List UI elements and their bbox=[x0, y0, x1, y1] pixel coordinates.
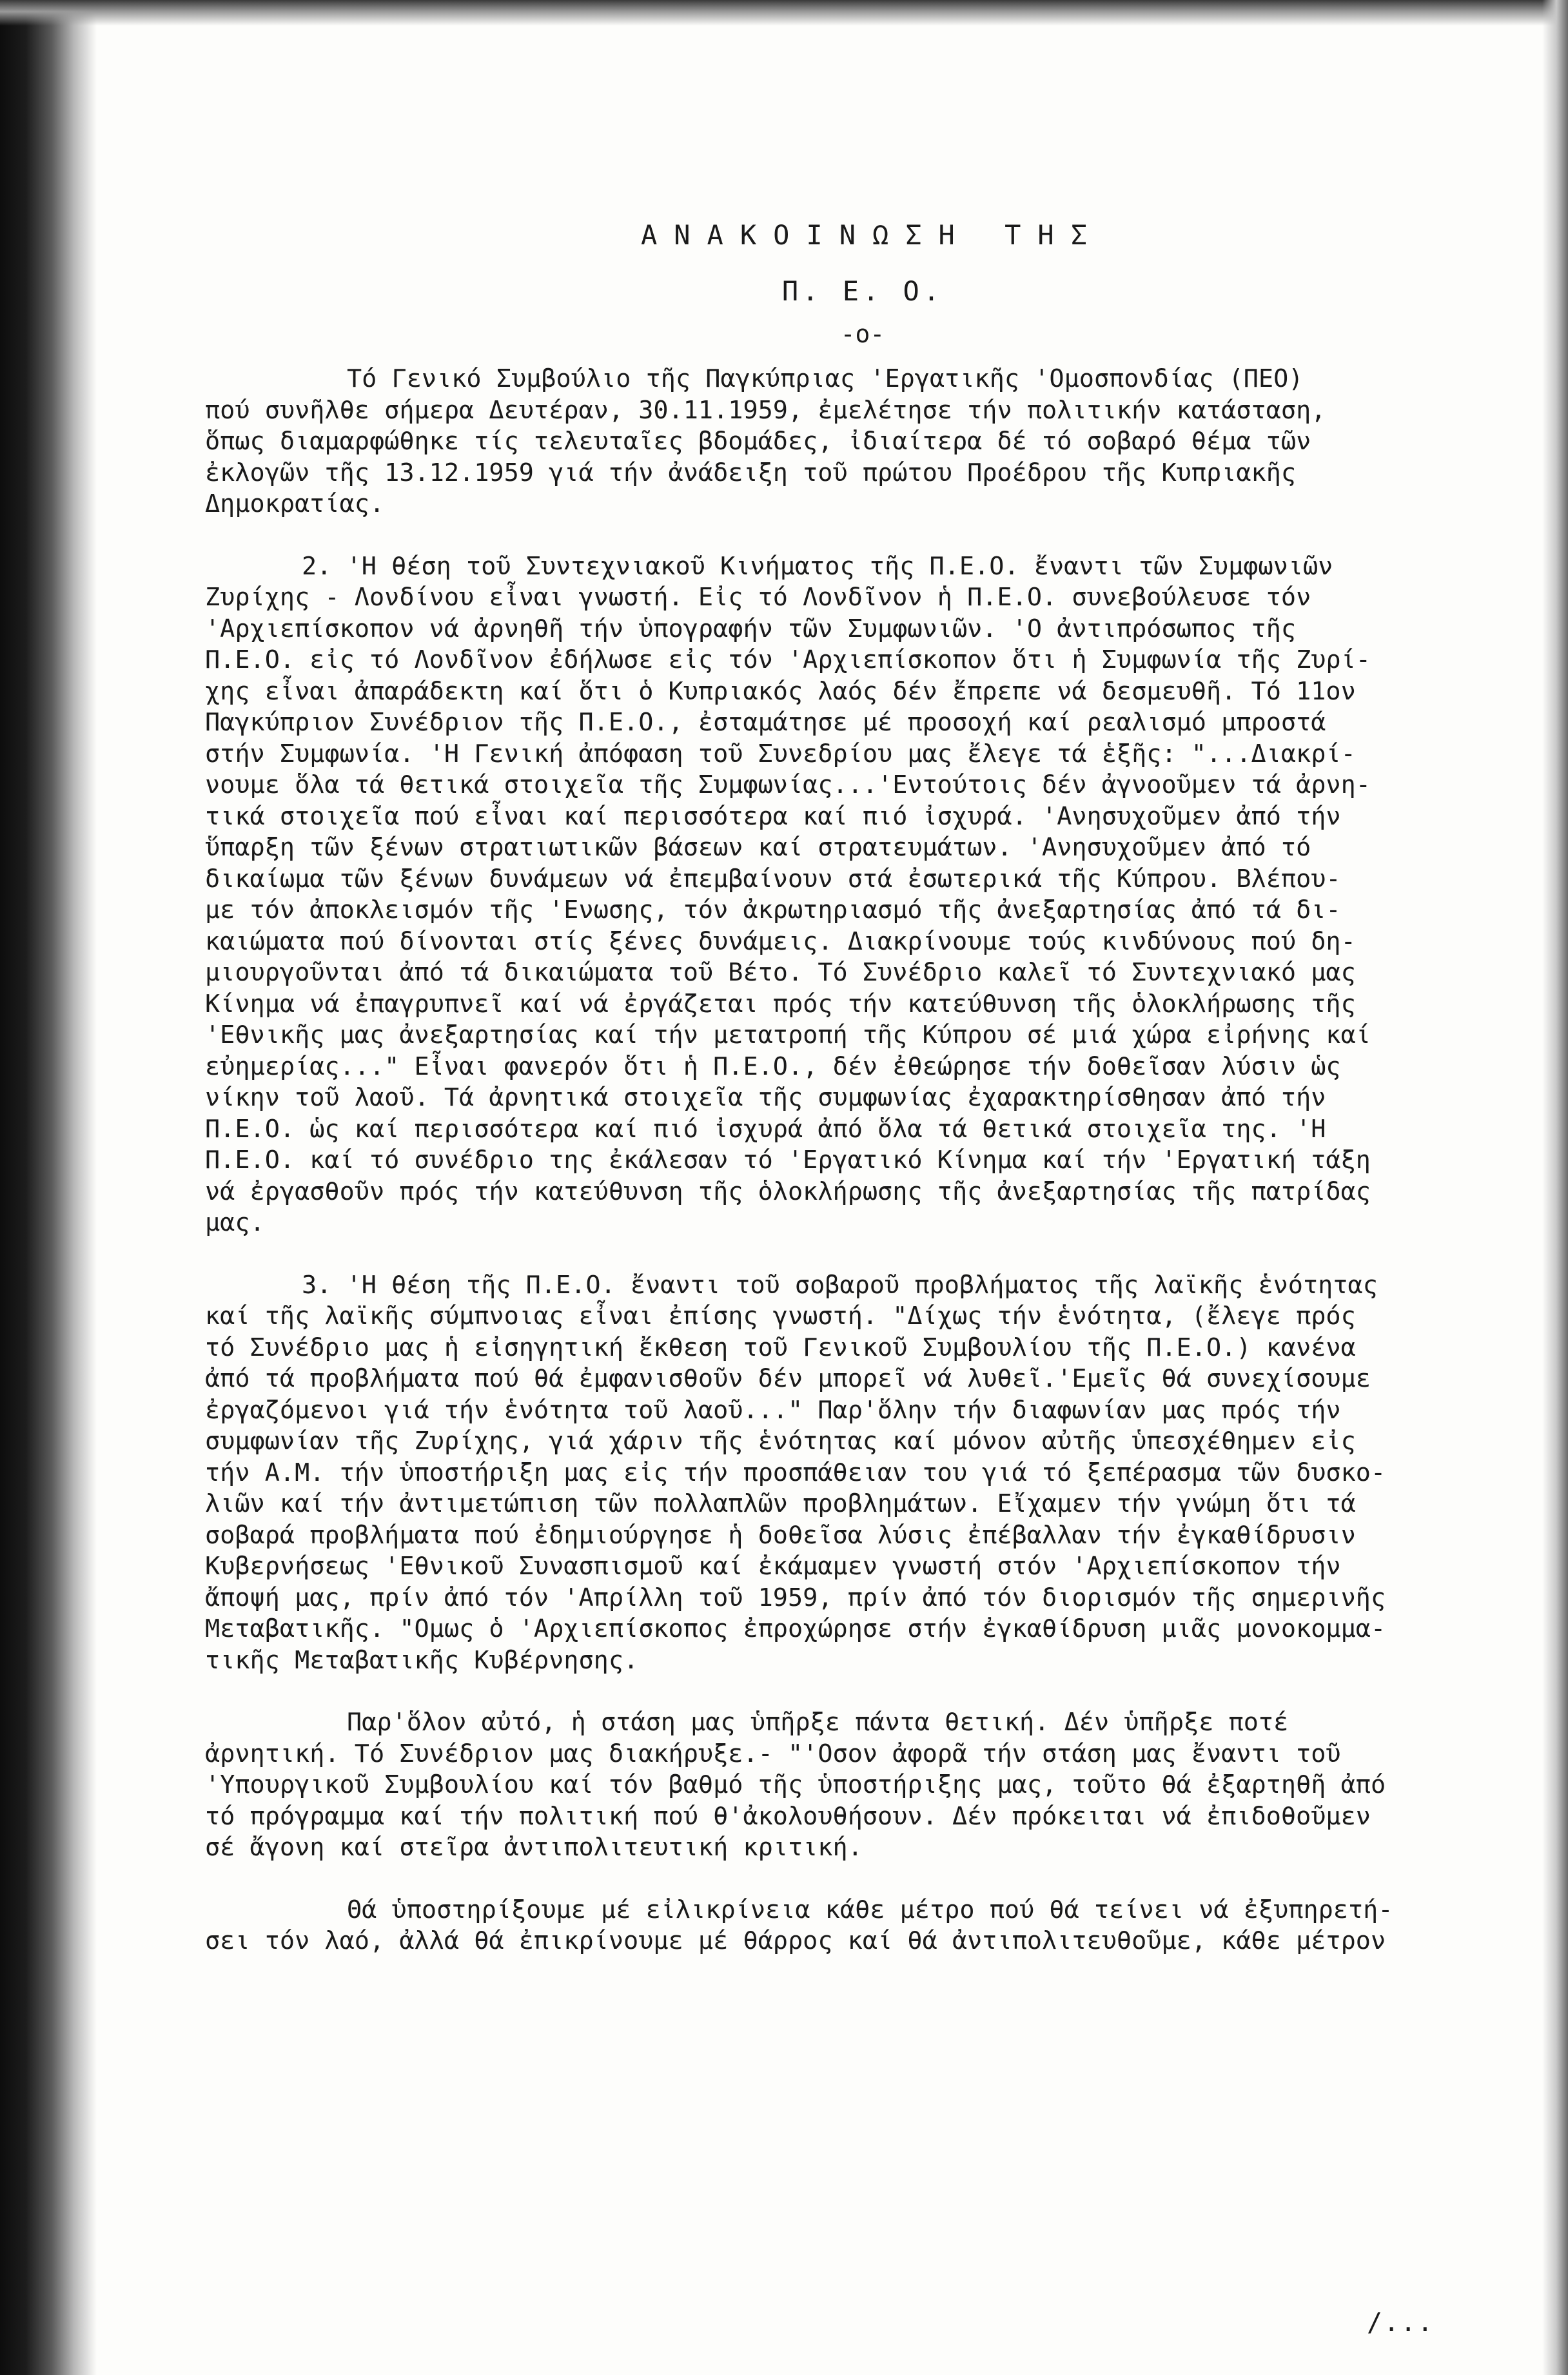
text-line: τό Συνέδριο μας ἡ εἰσηγητική ἔκθεση τοῦ Γενικοῦ Συμβουλίου τῆς Π.Ε.Ο.) κανένα bbox=[205, 1333, 1356, 1362]
text-line: νά ἐργασθοῦν πρός τήν κατεύθυνση τῆς ὁλοκλήρωσης τῆς ἀνεξαρτησίας τῆς πατρίδας bbox=[205, 1177, 1371, 1206]
paragraph-section-3 bbox=[205, 1270, 1520, 1677]
title-divider: -o- bbox=[840, 320, 885, 348]
scan-shadow-top bbox=[0, 0, 1568, 26]
text-line: χης εἶναι ἀπαράδεκτη καί ὅτι ὁ Κυπριακός λαός δέν ἔπρεπε νά δεσμευθῆ. Τό 11ον bbox=[205, 676, 1356, 706]
text-line: Π.Ε.Ο. ὡς καί περισσότερα καί πιό ἰσχυρά ἀπό ὅλα τά θετικά στοιχεῖα της. 'Η bbox=[205, 1114, 1326, 1144]
text-line: 3. 'Η θέση τῆς Π.Ε.Ο. ἔναντι τοῦ σοβαροῦ προβλήματος τῆς λαϊκῆς ἑνότητας bbox=[302, 1270, 1378, 1300]
text-line: ἀπό τά προβλήματα πού θά ἐμφανισθοῦν δέν μπορεῖ νά λυθεῖ.'Εμεῖς θά συνεχίσουμε bbox=[205, 1364, 1371, 1393]
text-line: μιουργοῦνται ἀπό τά δικαιώματα τοῦ Βέτο. Τό Συνέδριο καλεῖ τό Συντεχνιακό μας bbox=[205, 958, 1356, 987]
text-line: σοβαρά προβλήματα πού ἐδημιούργησε ἡ δοθεῖσα λύσις ἐπέβαλλαν τήν ἐγκαθίδρυσιν bbox=[205, 1520, 1356, 1550]
text-line: Παρ'ὅλον αὐτό, ἡ στάση μας ὑπῆρξε πάντα θετική. Δέν ὑπῆρξε ποτέ bbox=[347, 1708, 1289, 1737]
text-line: Παγκύπριον Συνέδριον τῆς Π.Ε.Ο., ἐσταμάτησε μέ προσοχή καί ρεαλισμό μπροστά bbox=[205, 708, 1326, 737]
page-continuation-mark: /... bbox=[1367, 2308, 1435, 2338]
text-line: εὐημερίας..." Εἶναι φανερόν ὅτι ἡ Π.Ε.Ο., δέν ἐθεώρησε τήν δοθεῖσαν λύσιν ὡς bbox=[205, 1051, 1341, 1081]
text-line: τικῆς Μεταβατικῆς Κυβέρνησης. bbox=[205, 1645, 639, 1675]
text-line: 'Υπουργικοῦ Συμβουλίου καί τόν βαθμό τῆς ὑποστήριξης μας, τοῦτο θά ἐξαρτηθῆ ἀπό bbox=[205, 1770, 1386, 1799]
paragraph-section-5 bbox=[205, 1895, 1520, 1957]
scan-shadow-left bbox=[0, 0, 97, 2375]
text-line: Τό Γενικό Συμβούλιο τῆς Παγκύπριας 'Εργατικῆς 'Ομοσπονδίας (ΠΕΟ) bbox=[347, 364, 1304, 393]
text-line: νίκην τοῦ λαοῦ. Τά ἀρνητικά στοιχεῖα τῆς συμφωνίας ἐχαρακτηρίσθησαν ἀπό τήν bbox=[205, 1083, 1326, 1112]
paragraph-section-4 bbox=[205, 1707, 1520, 1864]
text-line: ἐργαζόμενοι γιά τήν ἑνότητα τοῦ λαοῦ..." Παρ'ὅλην τήν διαφωνίαν μας πρός τήν bbox=[205, 1395, 1341, 1425]
text-line: Κίνημα νά ἐπαγρυπνεῖ καί νά ἐργάζεται πρός τήν κατεύθυνση τῆς ὁλοκλήρωσης τῆς bbox=[205, 989, 1356, 1019]
text-line: δικαίωμα τῶν ξένων δυνάμεων νά ἐπεμβαίνουν στά ἐσωτερικά τῆς Κύπρου. Βλέπου- bbox=[205, 864, 1341, 894]
text-line: τικά στοιχεῖα πού εἶναι καί περισσότερα καί πιό ἰσχυρά. 'Ανησυχοῦμεν ἀπό τήν bbox=[205, 801, 1341, 831]
text-line: τό πρόγραμμα καί τήν πολιτική πού θ'ἀκολουθήσουν. Δέν πρόκειται νά ἐπιδοθοῦμεν bbox=[205, 1801, 1371, 1831]
scan-shadow-right bbox=[1542, 0, 1568, 2375]
text-line: ἄποψή μας, πρίν ἀπό τόν 'Απρίλλη τοῦ 1959, πρίν ἀπό τόν διορισμόν τῆς σημερινῆς bbox=[205, 1583, 1386, 1612]
text-line: Κυβερνήσεως 'Εθνικοῦ Συνασπισμοῦ καί ἐκάμαμεν γνωστή στόν 'Αρχιεπίσκοπον τήν bbox=[205, 1552, 1341, 1581]
text-line: καί τῆς λαϊκῆς σύμπνοιας εἶναι ἐπίσης γνωστή. "Δίχως τήν ἑνότητα, (ἔλεγε πρός bbox=[205, 1302, 1356, 1331]
paragraph-section-2 bbox=[205, 551, 1520, 1239]
text-line: καιώματα πού δίνονται στίς ξένες δυνάμεις. Διακρίνουμε τούς κινδύνους πού δη- bbox=[205, 926, 1356, 956]
text-line: μας. bbox=[205, 1208, 265, 1237]
document-subtitle: Π. Ε. Ο. bbox=[781, 275, 944, 307]
document-body bbox=[205, 219, 1520, 1988]
text-line: Θά ὑποστηρίξουμε μέ εἰλικρίνεια κάθε μέτρο πού θά τείνει νά ἐξυπηρετή- bbox=[347, 1895, 1393, 1924]
text-line: ὅπως διαμαρφώθηκε τίς τελευταῖες βδομάδες, ἰδιαίτερα δέ τό σοβαρό θέμα τῶν bbox=[205, 427, 1311, 456]
text-line: Ζυρίχης - Λονδίνου εἶναι γνωστή. Εἰς τό Λονδῖνον ἡ Π.Ε.Ο. συνεβούλευσε τόν bbox=[205, 583, 1311, 612]
text-line: στήν Συμφωνία. 'Η Γενική ἀπόφαση τοῦ Συνεδρίου μας ἔλεγε τά ἑξῆς: "...Διακρί- bbox=[205, 739, 1356, 768]
text-line: νουμε ὅλα τά θετικά στοιχεῖα τῆς Συμφωνίας...'Εντούτοις δέν ἀγνοοῦμεν τά ἀρνη- bbox=[205, 770, 1371, 799]
text-line: Μεταβατικῆς. "Ομως ὁ 'Αρχιεπίσκοπος ἐπροχώρησε στήν ἐγκαθίδρυση μιᾶς μονοκομμα- bbox=[205, 1614, 1386, 1643]
text-line: συμφωνίαν τῆς Ζυρίχης, γιά χάριν τῆς ἑνότητας καί μόνον αὐτῆς ὑπεσχέθημεν εἰς bbox=[205, 1427, 1356, 1456]
text-line: ἐκλογῶν τῆς 13.12.1959 γιά τήν ἀνάδειξη τοῦ πρώτου Προέδρου τῆς Κυπριακῆς bbox=[205, 458, 1297, 487]
text-line: λιῶν καί τήν ἀντιμετώπιση τῶν πολλαπλῶν προβλημάτων. Εἴχαμεν τήν γνώμη ὅτι τά bbox=[205, 1489, 1356, 1518]
text-line: 'Εθνικῆς μας ἀνεξαρτησίας καί τήν μετατροπή τῆς Κύπρου σέ μιά χώρα εἰρήνης καί bbox=[205, 1021, 1371, 1050]
text-line: ὕπαρξη τῶν ξένων στρατιωτικῶν βάσεων καί στρατευμάτων. 'Ανησυχοῦμεν ἀπό τό bbox=[205, 833, 1311, 862]
text-line: Π.Ε.Ο. εἰς τό Λονδῖνον ἐδήλωσε εἰς τόν 'Αρχιεπίσκοπον ὅτι ἡ Συμφωνία τῆς Ζυρί- bbox=[205, 645, 1371, 674]
text-line: 2. 'Η θέση τοῦ Συντεχνιακοῦ Κινήματος τῆς Π.Ε.Ο. ἔναντι τῶν Συμφωνιῶν bbox=[302, 551, 1333, 581]
text-line: Π.Ε.Ο. καί τό συνέδριο της ἐκάλεσαν τό 'Εργατικό Κίνημα καί τήν 'Εργατική τάξη bbox=[205, 1146, 1371, 1175]
text-line: 'Αρχιεπίσκοπον νά ἀρνηθῆ τήν ὑπογραφήν τῶν Συμφωνιῶν. 'Ο ἀντιπρόσωπος τῆς bbox=[205, 614, 1297, 643]
text-line: σέ ἄγονη καί στεῖρα ἀντιπολιτευτική κριτική. bbox=[205, 1833, 863, 1862]
document-title: ΑΝΑΚΟΙΝΩΣΗ ΤΗΣ bbox=[640, 219, 1104, 251]
text-line: ἀρνητική. Τό Συνέδριον μας διακήρυξε.- "'Οσον ἀφορᾶ τήν στάση μας ἔναντι τοῦ bbox=[205, 1739, 1341, 1768]
text-line: τήν Α.Μ. τήν ὑποστήριξη μας εἰς τήν προσπάθειαν του γιά τό ξεπέρασμα τῶν δυσκο- bbox=[205, 1458, 1386, 1487]
paragraph-intro bbox=[205, 364, 1520, 520]
text-line: σει τόν λαό, ἀλλά θά ἐπικρίνουμε μέ θάρρος καί θά ἀντιπολιτευθοῦμε, κάθε μέτρον bbox=[205, 1926, 1386, 1955]
text-line: με τόν ἀποκλεισμόν τῆς 'Ενωσης, τόν ἀκρωτηριασμό τῆς ἀνεξαρτησίας ἀπό τά δι- bbox=[205, 895, 1341, 924]
text-line: Δημοκρατίας. bbox=[205, 489, 385, 518]
text-line: πού συνῆλθε σήμερα Δευτέραν, 30.11.1959, ἐμελέτησε τήν πολιτικήν κατάσταση, bbox=[205, 395, 1326, 425]
